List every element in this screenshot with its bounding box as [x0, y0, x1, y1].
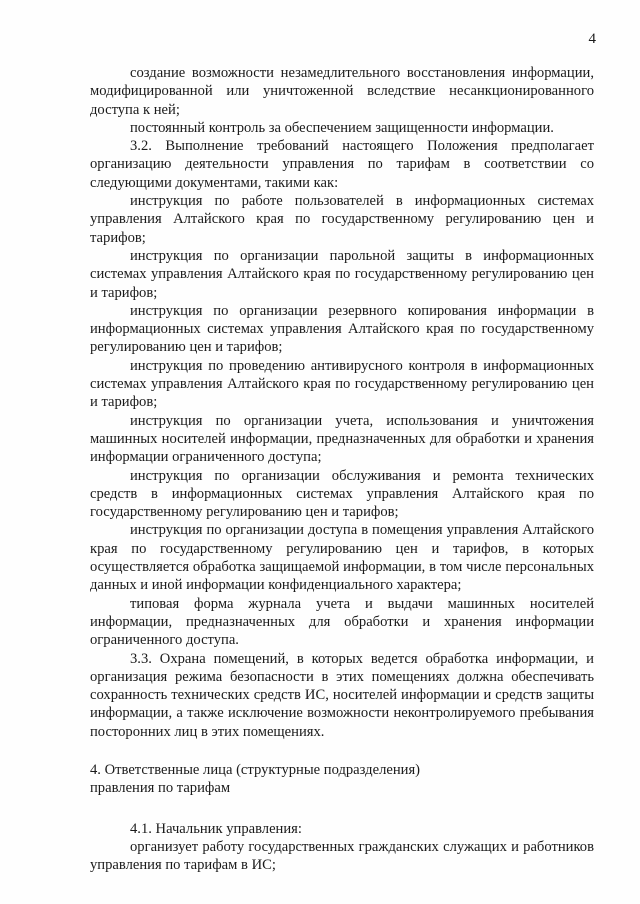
list-item-password-instruction: инструкция по организации парольной защиты в информационных системах управления Алтайского края по государственному регулированию цен и тарифов;: [90, 247, 594, 301]
list-item-user-instruction: инструкция по работе пользователей в информационных системах управления Алтайского края по государственному регулированию цен и тарифов;: [90, 193, 594, 246]
list-item-antivirus-instruction: инструкция по проведению антивирусного контроля в информационных системах управления Алтайского края по государственному регулированию цен и тарифов;: [90, 357, 594, 411]
section-heading-line-2: правления по тарифам: [90, 780, 231, 797]
section-heading-line-1: 4. Ответственные лица (структурные подразделения): [90, 761, 421, 778]
page-number: 4: [588, 31, 596, 47]
list-item-backup-instruction: инструкция по организации резервного копирования информации в информационных системах управления Алтайского края по государственному регулированию цен и тарифов;: [90, 302, 594, 356]
section-4-heading: [90, 761, 594, 798]
document-body: [90, 64, 594, 874]
list-item-maintenance-instruction: инструкция по организации обслуживания и ремонта технических средств в информационных системах управления Алтайского края по государственному регулированию цен и тарифов;: [90, 467, 594, 521]
paragraph-3-2: 3.2. Выполнение требований настоящего Положения предполагает организацию деятельности управления по тарифам в соответствии со следующими документами, такими как:: [90, 138, 594, 191]
paragraph-4-1-text: организует работу государственных гражданских служащих и работников управления по тарифам в ИС;: [90, 838, 594, 874]
paragraph-restore-info: создание возможности незамедлительного восстановления информации, модифицированной или уничтоженной вследствие несанкционированного доступа к ней;: [90, 65, 594, 118]
list-item-access-instruction: инструкция по организации доступа в помещения управления Алтайского края по государственному регулированию цен и тарифов, в которых осуществляется обработка защищаемой информации, в том числе персональных данных и иной информации конфиденциального характера;: [90, 522, 594, 594]
paragraph-protection-control: постоянный контроль за обеспечением защищенности информации.: [130, 119, 554, 136]
list-item-media-instruction: инструкция по организации учета, использования и уничтожения машинных носителей информации, предназначенных для обработки и хранения информации ограниченного доступа;: [90, 412, 594, 466]
paragraph-4-1: 4.1. Начальник управления:: [130, 820, 302, 837]
list-item-journal-form: типовая форма журнала учета и выдачи машинных носителей информации, предназначенных для обработки и хранения информации ограниченного доступа.: [90, 595, 594, 649]
paragraph-3-3: 3.3. Охрана помещений, в которых ведется обработка информации, и организация режима безопасности в этих помещениях должна обеспечивать сохранность технических средств ИС, носителей информации и средств защиты информации, а также исключение возможности неконтролируемого пребывания посторонних лиц в этих помещениях.: [90, 650, 594, 740]
